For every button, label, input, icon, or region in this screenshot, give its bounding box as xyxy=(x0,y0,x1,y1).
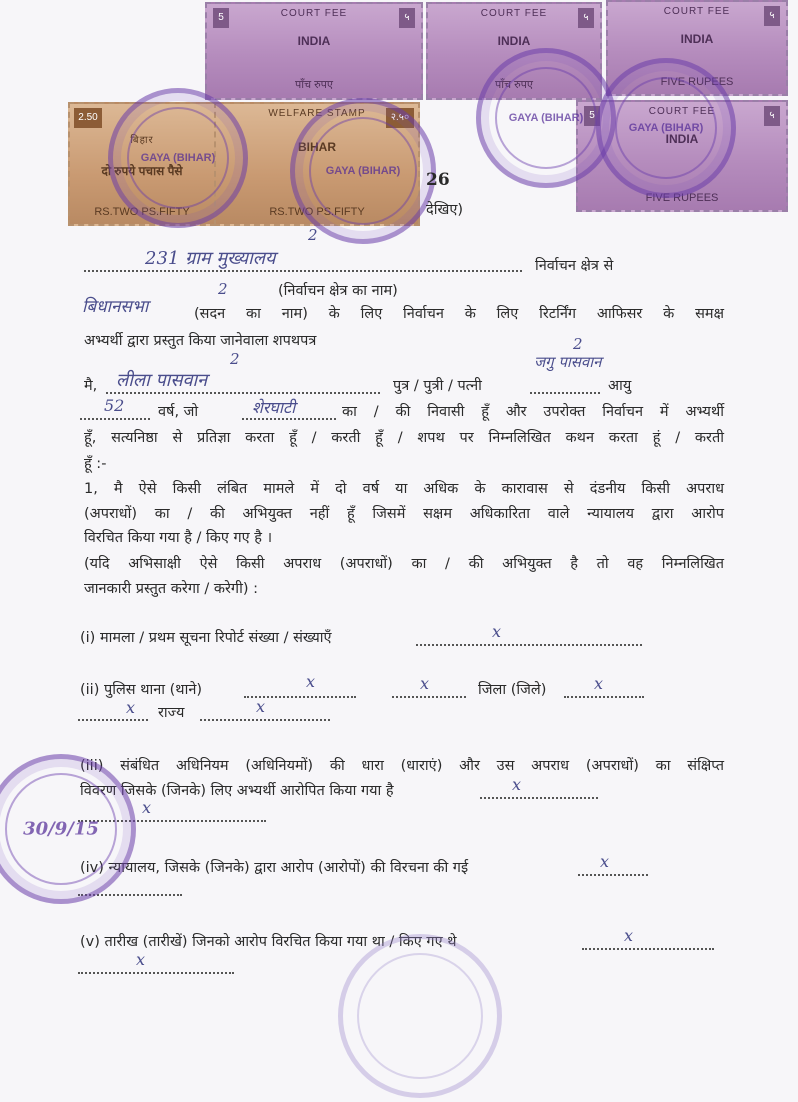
father-dots xyxy=(530,392,600,394)
faint-seal xyxy=(338,934,502,1098)
x-mark: x xyxy=(136,950,146,969)
x-mark: x xyxy=(594,674,604,693)
item-ii-dots-4 xyxy=(78,719,148,721)
item-ii-label: (ii) पुलिस थाना (थाने) xyxy=(80,682,203,698)
item-i-dots xyxy=(416,644,642,646)
house-line-1: (सदन का नाम) के लिए निर्वाचन के लिए रिटर्निंग आफिसर के समक्ष xyxy=(194,306,724,322)
item-i-label: (i) मामला / प्रथम सूचना रिपोर्ट संख्या / संख्याएँ xyxy=(80,630,332,646)
x-mark: x xyxy=(492,622,502,641)
house-handwritten: बिधानसभा xyxy=(82,297,149,317)
item-ii-dots-2 xyxy=(392,696,466,698)
item-ii-dots-5 xyxy=(200,719,330,721)
item-ii-state: राज्य xyxy=(158,705,185,721)
candidate-line-4: हूँ :- xyxy=(84,456,107,472)
candidate-name-handwritten: लीला पासवान xyxy=(116,370,208,391)
constituency-dots xyxy=(84,270,522,272)
initial-mark: 2 xyxy=(573,335,583,353)
constituency-handwritten: 231 ग्राम मुख्यालय xyxy=(145,248,276,269)
name-dots xyxy=(106,392,380,394)
place-dots xyxy=(242,418,336,420)
welfare-stamp-1: 2.50 बिहार दो रुपये पचास पैसे RS.TWO PS.FIFTY xyxy=(68,102,216,226)
constituency-sublabel: (निर्वाचन क्षेत्र का नाम) xyxy=(278,283,398,299)
date-seal: 30/9/15 xyxy=(0,754,136,904)
x-mark: x xyxy=(600,852,610,871)
item-v-dots-2 xyxy=(78,972,234,974)
para1-line-3: विरचित किया गया है / किए गए है । xyxy=(84,530,273,546)
item-ii-district: जिला (जिले) xyxy=(478,682,547,698)
candidate-line-3: हूँ, सत्यनिष्ठा से प्रतिज्ञा करता हूँ / करती हूँ / शपथ पर निम्नलिखित कथन करता हूं / करती xyxy=(84,430,724,446)
ref-text: देखिए) xyxy=(426,202,463,218)
father-name-handwritten: जगु पासवान xyxy=(534,353,602,371)
constituency-label: निर्वाचन क्षेत्र से xyxy=(535,258,614,274)
x-mark: x xyxy=(624,926,634,945)
court-fee-stamp-4: 5 ५ COURT FEE INDIA FIVE RUPEES xyxy=(576,100,788,212)
x-mark: x xyxy=(126,698,136,717)
para2-line-2: जानकारी प्रस्तुत करेगा / करेगी) : xyxy=(84,581,259,597)
item-iv-dots-1 xyxy=(578,874,648,876)
para1-line-2: (अपराधों) का / की अभियुक्त नहीं हूँ जिसमें सक्षम अधिकारिता वाले न्यायालय द्वारा आरोप xyxy=(84,506,724,522)
item-v-label: (v) तारीख (तारीखें) जिनको आरोप विरचित किया गया था / किए गए थे xyxy=(80,934,457,950)
place-handwritten: शेरघाटी xyxy=(252,398,296,417)
court-fee-stamp-1: 5 ५ COURT FEE INDIA पाँच रुपए xyxy=(205,2,423,100)
age-dots xyxy=(80,418,150,420)
x-mark: x xyxy=(512,775,522,794)
ink-seal-1: GAYA (BIHAR) xyxy=(108,88,248,228)
initial-mark: 2 xyxy=(218,280,228,298)
years-text: वर्ष, जो xyxy=(158,404,199,420)
x-mark: x xyxy=(256,697,266,716)
item-iii-line-1: (iii) संबंधित अधिनियम (अधिनियमों) की धारा (धाराएं) और उस अपराध (अपराधों) का संक्षिप्त xyxy=(80,758,724,774)
item-iv-label: (iv) न्यायालय, जिसके (जिनके) द्वारा आरोप (आरोपों) की विरचना की गई xyxy=(80,860,469,876)
candidate-line-2: का / की निवासी हूँ और उपरोक्त निर्वाचन में अभ्यर्थी xyxy=(342,404,724,420)
relation-text: पुत्र / पुत्री / पत्नी xyxy=(393,378,482,394)
para2-line-1: (यदि अभिसाक्षी ऐसे किसी अपराध (अपराधों) का / की अभियुक्त है तो वह निम्नलिखित xyxy=(84,556,724,572)
item-v-dots-1 xyxy=(582,948,714,950)
ink-seal-4: GAYA (BIHAR) xyxy=(596,58,736,198)
initial-mark: 2 xyxy=(308,226,318,244)
court-fee-stamp-2: ५ COURT FEE INDIA पाँच रुपए xyxy=(426,2,602,100)
x-mark: x xyxy=(420,674,430,693)
item-ii-dots-3 xyxy=(564,696,644,698)
ink-seal-2: GAYA (BIHAR) xyxy=(290,98,436,244)
item-iii-dots-1 xyxy=(480,797,598,799)
age-label: आयु xyxy=(608,378,632,394)
para1-line-1: 1, मै ऐसे किसी लंबित मामले में दो वर्ष या अधिक के कारावास से दंडनीय किसी अपराध xyxy=(84,481,724,497)
item-iii-line-2: विवरण जिसके (जिनके) लिए अभ्यर्थी आरोपित किया गया है xyxy=(80,783,394,799)
ink-seal-3: GAYA (BIHAR) xyxy=(476,48,616,188)
page-number: 26 xyxy=(426,170,450,190)
age-handwritten: 52 xyxy=(104,396,125,415)
x-mark: x xyxy=(306,672,316,691)
initial-mark: 2 xyxy=(230,350,240,368)
candidate-prefix: मै, xyxy=(84,378,98,394)
court-fee-stamp-3: ५ COURT FEE INDIA FIVE RUPEES xyxy=(606,0,788,96)
x-mark: x xyxy=(142,798,152,817)
welfare-stamp-2: २.५० WELFARE STAMP BIHAR RS.TWO PS.FIFTY xyxy=(214,102,420,226)
house-line-2: अभ्यर्थी द्वारा प्रस्तुत किया जानेवाला शपथपत्र xyxy=(84,333,317,349)
